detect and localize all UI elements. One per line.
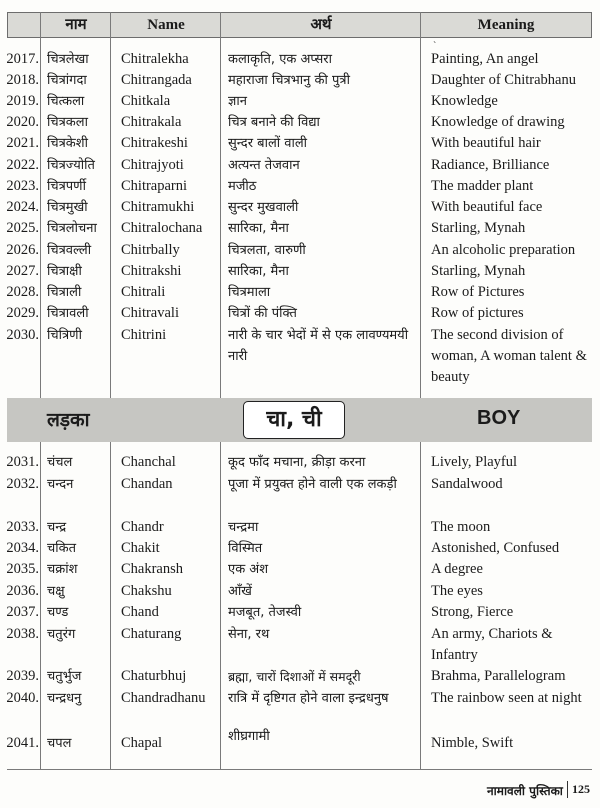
book-title: नामावली पुस्तिका [487, 784, 563, 798]
header-name: Name [147, 17, 185, 33]
hindi-name: चतुर्भुज [47, 669, 82, 684]
hindi-meaning: सुन्दर मुखवाली [228, 200, 299, 215]
english-meaning: Row of Pictures [431, 284, 525, 300]
column-divider [420, 38, 421, 398]
english-name: Chakshu [121, 583, 172, 599]
english-meaning: The madder plant [431, 178, 534, 194]
english-name: Chitrini [121, 327, 167, 343]
english-meaning: Astonished, Confused [431, 540, 560, 556]
entry-number: 2038. [6, 626, 39, 642]
hindi-name: चन्दन [47, 477, 74, 492]
entry-number: 2022. [6, 157, 39, 173]
entry-number: 2037. [6, 604, 39, 620]
hindi-meaning: नारी के चार भेदों में से एक लावण्यमयी नारी [228, 328, 409, 364]
hindi-name: चण्ड [47, 605, 69, 620]
hindi-name: चंचल [47, 455, 73, 470]
table-bottom-border [7, 769, 592, 770]
english-meaning: Strong, Fierce [431, 604, 514, 620]
hindi-name: चित्राक्षी [47, 264, 82, 279]
english-meaning: With beautiful hair [431, 135, 541, 151]
english-name: Chitramukhi [121, 199, 195, 215]
entry-number: 2034. [6, 540, 39, 556]
entry-number: 2029. [6, 305, 39, 321]
entry-number: 2019. [6, 93, 39, 109]
english-name: Chitrakala [121, 114, 182, 130]
hindi-meaning: चित्रों की पंक्ति [228, 306, 297, 321]
hindi-name: चित्रवल्ली [47, 243, 92, 258]
table-header [7, 12, 592, 38]
hindi-name: चक्रांश [47, 562, 78, 577]
hindi-name: चित्रलेखा [47, 52, 89, 67]
hindi-meaning: रात्रि में दृष्टिगत होने वाला इन्द्रधनुष [228, 691, 389, 706]
english-name: Chaturbhuj [121, 668, 187, 684]
entry-number: 2031. [6, 454, 39, 470]
english-meaning: With beautiful face [431, 199, 543, 215]
divider [110, 12, 111, 38]
hindi-name: चित्रज्योति [47, 158, 95, 173]
english-meaning: Knowledge of drawing [431, 114, 565, 130]
section-band [7, 398, 592, 442]
english-name: Chaturang [121, 626, 182, 642]
english-name: Chitralochana [121, 220, 203, 236]
english-meaning: An alcoholic preparation [431, 242, 576, 258]
column-divider [220, 38, 221, 398]
column-divider [110, 38, 111, 398]
header-meaning: Meaning [477, 17, 535, 33]
english-meaning: An army, Chariots & Infantry [431, 626, 553, 663]
hindi-name: चन्द्रधनु [47, 691, 82, 706]
column-divider [220, 442, 221, 769]
hindi-meaning: पूजा में प्रयुक्त होने वाली एक लकड़ी [228, 477, 397, 492]
english-name: Chitralekha [121, 51, 189, 67]
hindi-name: चकित [47, 541, 77, 556]
english-meaning: Sandalwood [431, 476, 503, 492]
hindi-name: चित्रिणी [47, 328, 82, 343]
english-name: Chapal [121, 735, 163, 751]
hindi-meaning: चित्र बनाने की विद्या [228, 115, 320, 130]
english-name: Chanchal [121, 454, 176, 470]
divider [420, 12, 421, 38]
entry-number: 2041. [6, 735, 39, 751]
entry-number: 2033. [6, 519, 39, 535]
hindi-meaning: कूद फाँद मचाना, क्रीड़ा करना [228, 455, 366, 470]
column-divider [40, 442, 41, 769]
english-name: Chitkala [121, 93, 171, 109]
english-name: Chitrangada [121, 72, 192, 88]
entry-number: 2039. [6, 668, 39, 684]
column-divider [420, 442, 421, 769]
hindi-meaning: चित्रलता, वारुणी [228, 243, 306, 258]
hindi-name: चन्द्र [47, 520, 67, 535]
english-name: Chitrali [121, 284, 166, 300]
english-name: Chakit [121, 540, 160, 556]
english-name: Chandan [121, 476, 173, 492]
english-meaning: The eyes [431, 583, 483, 599]
english-meaning: Nimble, Swift [431, 735, 514, 751]
english-meaning: Row of pictures [431, 305, 524, 321]
hindi-name: चतुरंग [47, 627, 76, 642]
entry-number: 2028. [6, 284, 39, 300]
stray-mark: ` [433, 41, 437, 52]
header-hindi-name: नाम [65, 17, 87, 33]
english-meaning: Radiance, Brilliance [431, 157, 550, 173]
english-name: Chand [121, 604, 159, 620]
english-name: Chandradhanu [121, 690, 206, 706]
entry-number: 2040. [6, 690, 39, 706]
hindi-name: चित्रकला [47, 115, 88, 130]
hindi-meaning: अत्यन्त तेजवान [228, 158, 300, 173]
entry-number: 2035. [6, 561, 39, 577]
english-meaning: Daughter of Chitrabhanu [431, 72, 576, 88]
english-meaning: The moon [431, 519, 491, 535]
english-name: Chitravali [121, 305, 179, 321]
footer-divider [567, 781, 568, 798]
entry-number: 2025. [6, 220, 39, 236]
hindi-meaning: सुन्दर बालों वाली [228, 136, 308, 151]
hindi-name: चित्रमुखी [47, 200, 88, 215]
english-meaning: Brahma, Parallelogram [431, 668, 566, 684]
hindi-meaning: चित्रमाला [228, 285, 271, 300]
english-meaning: A degree [431, 561, 483, 577]
entry-number: 2017. [6, 51, 39, 67]
hindi-meaning: कलाकृति, एक अप्सरा [228, 52, 332, 67]
entry-number: 2026. [6, 242, 39, 258]
band-letter-group: चा, ची [243, 401, 345, 439]
hindi-meaning: सारिका, मैना [228, 264, 289, 279]
english-meaning: Knowledge [431, 93, 498, 109]
hindi-name: चित्राली [47, 285, 82, 300]
entry-number: 2036. [6, 583, 39, 599]
english-meaning: Starling, Mynah [431, 220, 526, 236]
header-hindi-meaning: अर्थ [310, 17, 332, 33]
english-meaning: Starling, Mynah [431, 263, 526, 279]
entry-number: 2027. [6, 263, 39, 279]
hindi-meaning: महाराजा चित्रभानु की पुत्री [228, 73, 350, 88]
hindi-meaning: आँखें [228, 584, 252, 599]
hindi-name: चित्कला [47, 94, 85, 109]
band-gender-hindi: लड़का [47, 409, 90, 431]
entry-number: 2030. [6, 327, 39, 343]
english-name: Chitrakshi [121, 263, 182, 279]
entry-number: 2024. [6, 199, 39, 215]
entry-number: 2021. [6, 135, 39, 151]
hindi-meaning: चन्द्रमा [228, 520, 259, 535]
hindi-meaning: विस्मित [228, 541, 263, 556]
english-meaning: The second division of woman, A woman talent & beauty [431, 327, 587, 385]
hindi-meaning: सेना, रथ [228, 627, 270, 642]
entry-number: 2023. [6, 178, 39, 194]
hindi-meaning: सारिका, मैना [228, 221, 289, 236]
entry-number: 2032. [6, 476, 39, 492]
entry-number: 2020. [6, 114, 39, 130]
hindi-meaning: ज्ञान [228, 94, 247, 109]
hindi-name: चित्रांगदा [47, 73, 87, 88]
hindi-meaning: शीघ्रगामी [228, 729, 270, 744]
hindi-name: चित्रावली [47, 306, 89, 321]
english-meaning: The rainbow seen at night [431, 690, 582, 706]
english-name: Chandr [121, 519, 164, 535]
hindi-meaning: ब्रह्मा, चारों दिशाओं में समदूरी [228, 669, 361, 684]
column-divider [110, 442, 111, 769]
hindi-name: चित्रपर्णी [47, 179, 86, 194]
english-name: Chitraparni [121, 178, 188, 194]
hindi-name: चित्रलोचना [47, 221, 97, 236]
english-meaning: Lively, Playful [431, 454, 518, 470]
hindi-meaning: एक अंश [228, 562, 269, 577]
hindi-meaning: मजबूत, तेजस्वी [228, 605, 302, 620]
english-name: Chitrajyoti [121, 157, 184, 173]
hindi-name: चपल [47, 736, 72, 751]
hindi-name: चित्रकेशी [47, 136, 88, 151]
english-name: Chitrbally [121, 242, 180, 258]
hindi-meaning: मजीठ [228, 179, 257, 194]
divider [40, 12, 41, 38]
english-meaning: Painting, An angel [431, 51, 539, 67]
hindi-name: चक्षु [47, 584, 65, 599]
entry-number: 2018. [6, 72, 39, 88]
column-divider [40, 38, 41, 398]
divider [220, 12, 221, 38]
band-gender-english: BOY [477, 407, 521, 429]
english-name: Chitrakeshi [121, 135, 188, 151]
page-number: 125 [572, 782, 590, 796]
english-name: Chakransh [121, 561, 184, 577]
